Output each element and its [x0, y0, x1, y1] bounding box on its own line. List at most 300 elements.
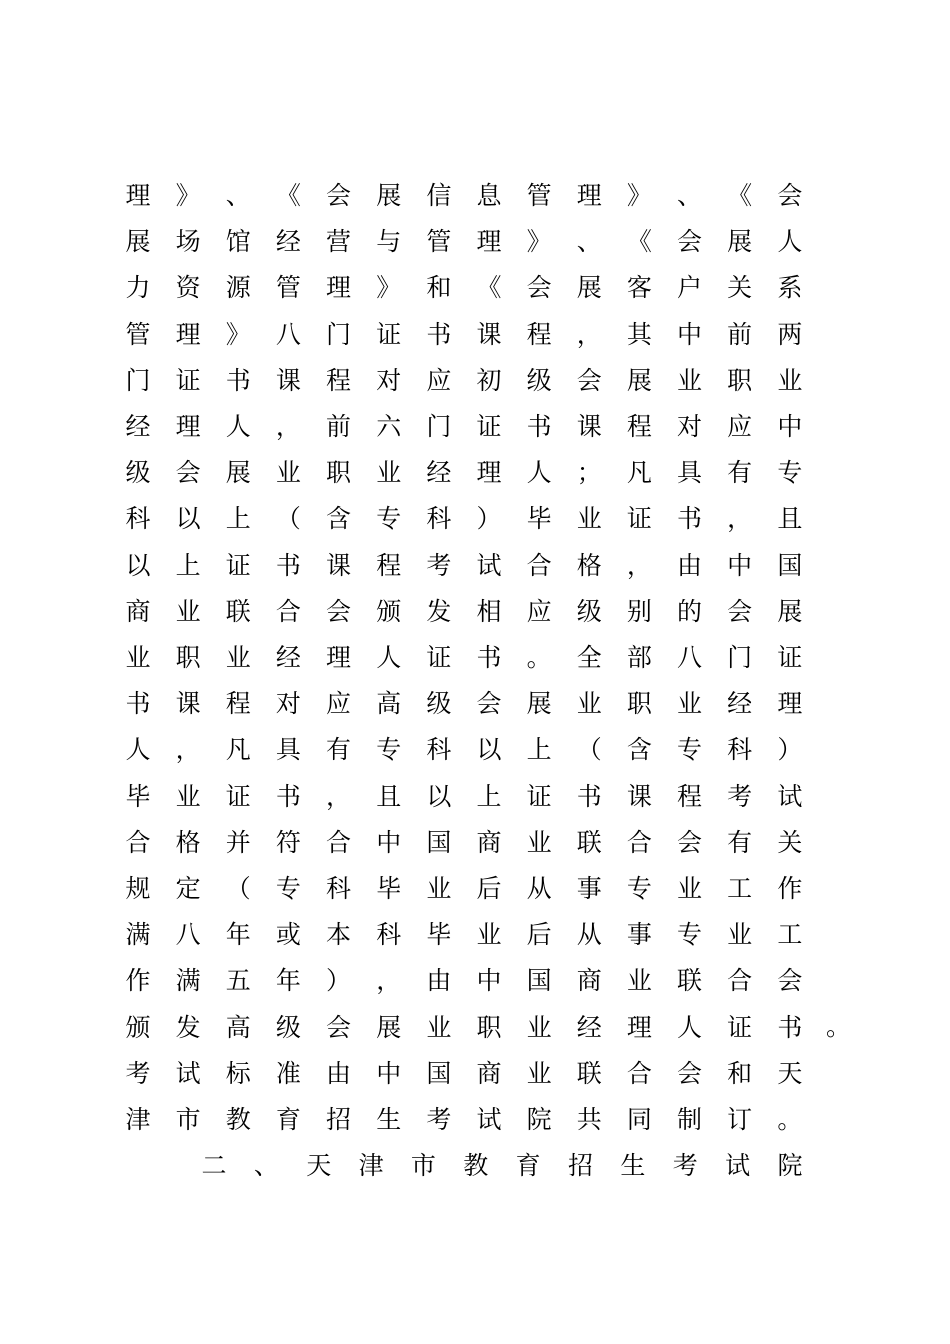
text-char: 本	[326, 920, 352, 950]
text-char: 前	[727, 319, 753, 349]
text-char: 会	[677, 827, 703, 857]
text-char: 合	[125, 827, 151, 857]
text-char: 。	[526, 643, 552, 672]
text-char: 业	[626, 966, 652, 996]
text-char: 工	[777, 920, 803, 950]
text-char: 展	[626, 365, 652, 395]
text-char: 年	[275, 966, 301, 996]
text-char: 门	[125, 365, 151, 395]
text-char: 两	[777, 319, 803, 349]
text-char: 上	[526, 735, 552, 765]
text-char: ，	[326, 781, 352, 811]
text-line	[124, 453, 804, 493]
text-char: 商	[476, 1058, 502, 1088]
text-char: 试	[476, 550, 502, 580]
text-char: 、	[576, 227, 602, 257]
text-char: 经	[125, 412, 151, 441]
text-char: 有	[727, 458, 753, 488]
text-char: 科	[727, 735, 753, 765]
text-char: 毕	[125, 781, 151, 811]
text-char: 职	[727, 365, 753, 395]
text-char: 合	[275, 596, 301, 626]
text-char: 凡	[225, 735, 251, 765]
text-char: 理	[576, 181, 602, 210]
text-char: 业	[677, 689, 703, 719]
text-line	[124, 407, 804, 447]
text-char: 业	[175, 596, 201, 626]
text-char: 后	[526, 920, 552, 950]
text-char: 联	[677, 966, 703, 996]
heading-char: 二	[201, 1151, 227, 1180]
text-line	[124, 869, 804, 909]
text-char: 上	[175, 550, 201, 580]
text-char: 源	[225, 273, 251, 303]
text-char: 程	[326, 365, 352, 395]
text-char: 》	[225, 319, 251, 349]
text-char: 展	[125, 227, 151, 257]
text-char: 证	[727, 1012, 753, 1042]
text-char: 与	[376, 227, 402, 257]
text-char: ）	[777, 735, 803, 765]
text-char: 应	[727, 412, 753, 441]
text-char: 试	[777, 781, 803, 811]
text-char: 以	[426, 781, 452, 811]
text-char: 考	[426, 550, 452, 580]
text-char: 证	[777, 643, 803, 672]
text-char: 工	[727, 874, 753, 903]
text-char: 作	[777, 874, 803, 903]
text-char: 五	[225, 966, 251, 996]
text-char: 课	[275, 365, 301, 395]
text-char: 经	[576, 1012, 602, 1042]
text-char: 凡	[626, 458, 652, 488]
text-char: 具	[677, 458, 703, 488]
text-char: 联	[576, 1058, 602, 1088]
text-char: 书	[777, 1012, 803, 1042]
text-char: 展	[225, 458, 251, 488]
text-char: 会	[476, 689, 502, 719]
text-char: 人	[125, 735, 151, 765]
text-line	[124, 499, 804, 539]
text-char: 科	[426, 504, 452, 534]
text-char: 证	[376, 319, 402, 349]
text-char: 证	[626, 504, 652, 534]
text-char: 业	[526, 1058, 552, 1088]
text-char: 后	[476, 874, 502, 903]
text-char: 理	[777, 689, 803, 719]
text-char: 部	[626, 643, 652, 672]
text-char: 力	[125, 273, 151, 303]
text-char: 毕	[426, 920, 452, 950]
text-char: 考	[125, 1058, 151, 1088]
text-char: 馆	[225, 227, 251, 257]
text-line	[124, 546, 804, 586]
text-char: 会	[677, 1058, 703, 1088]
text-char: 考	[426, 1105, 452, 1134]
text-char: 颁	[125, 1012, 151, 1042]
text-line	[124, 915, 804, 955]
text-char: 理	[326, 273, 352, 303]
text-char: 经	[275, 643, 301, 672]
text-char: 程	[526, 319, 552, 349]
text-char: 院	[526, 1105, 552, 1134]
text-char: 资	[175, 273, 201, 303]
text-char: 理	[125, 181, 151, 210]
text-char: 国	[526, 966, 552, 996]
text-char: 六	[376, 412, 402, 441]
text-char: 合	[727, 966, 753, 996]
text-char: 合	[526, 550, 552, 580]
text-char: 书	[476, 643, 502, 672]
text-char: 高	[376, 689, 402, 719]
text-char: 年	[225, 920, 251, 950]
text-char: 且	[376, 781, 402, 811]
text-char: 》	[526, 227, 552, 257]
text-char: 职	[476, 1012, 502, 1042]
text-char: 业	[526, 827, 552, 857]
text-char: 会	[777, 181, 803, 210]
text-char: 事	[626, 920, 652, 950]
text-char: 应	[526, 596, 552, 626]
text-char: ，	[376, 966, 402, 996]
text-line	[124, 222, 804, 262]
section-heading	[200, 1146, 804, 1186]
text-char: 证	[526, 781, 552, 811]
text-char: 会	[326, 596, 352, 626]
text-char: ）	[326, 966, 352, 996]
text-char: 人	[777, 227, 803, 257]
text-char: 专	[275, 874, 301, 903]
text-char: 以	[175, 504, 201, 534]
text-char: 八	[275, 319, 301, 349]
text-char: 书	[125, 689, 151, 719]
text-char: 颁	[376, 596, 402, 626]
text-line	[124, 684, 804, 724]
text-char: 理	[175, 319, 201, 349]
text-char: 国	[426, 827, 452, 857]
text-char: 应	[426, 365, 452, 395]
text-char: 级	[275, 1012, 301, 1042]
text-char: 市	[175, 1105, 201, 1134]
text-char: 会	[326, 1012, 352, 1042]
text-char: 业	[727, 920, 753, 950]
text-char: 书	[275, 781, 301, 811]
text-char: 理	[476, 458, 502, 488]
text-line	[124, 823, 804, 863]
text-char: 对	[677, 412, 703, 441]
text-char: 作	[125, 966, 151, 996]
text-char: ，	[275, 412, 301, 441]
text-char: 证	[476, 412, 502, 441]
text-char: 格	[175, 827, 201, 857]
text-char: 管	[426, 227, 452, 257]
text-char: 中	[376, 1058, 402, 1088]
text-char: 毕	[376, 874, 402, 903]
text-char: 考	[727, 781, 753, 811]
text-char: 上	[476, 781, 502, 811]
heading-char: 津	[358, 1151, 384, 1180]
text-char: 书	[526, 412, 552, 441]
text-char: 门	[426, 412, 452, 441]
text-char: 中	[677, 319, 703, 349]
text-char: 生	[376, 1105, 402, 1134]
text-char: 会	[576, 365, 602, 395]
text-char: 中	[777, 412, 803, 441]
text-char: 高	[225, 1012, 251, 1042]
text-char: 别	[626, 596, 652, 626]
text-char: 商	[125, 596, 151, 626]
text-char: 同	[626, 1105, 652, 1134]
text-char: 准	[275, 1058, 301, 1088]
text-char: 并	[225, 827, 251, 857]
text-char: （	[225, 874, 251, 903]
text-char: 理	[175, 412, 201, 441]
text-char: 合	[626, 827, 652, 857]
text-char: 系	[777, 273, 803, 303]
text-char: 专	[677, 920, 703, 950]
text-char: 毕	[526, 504, 552, 534]
text-char: 会	[777, 966, 803, 996]
text-char: 职	[626, 689, 652, 719]
text-char: ，	[576, 319, 602, 349]
heading-char: 招	[568, 1151, 594, 1180]
text-char: 试	[175, 1058, 201, 1088]
text-char: 会	[677, 227, 703, 257]
text-line	[124, 730, 804, 770]
text-char: 展	[576, 273, 602, 303]
text-char: 客	[626, 273, 652, 303]
text-char: ；	[576, 458, 602, 488]
text-char: 以	[125, 550, 151, 580]
text-line	[124, 361, 804, 401]
text-char: 全	[576, 643, 602, 672]
text-char: 满	[175, 966, 201, 996]
text-char: 订	[727, 1105, 753, 1134]
text-char: 书	[576, 781, 602, 811]
text-char: 《	[275, 181, 301, 210]
text-char: 》	[175, 181, 201, 210]
text-char: 业	[777, 365, 803, 395]
text-char: 户	[677, 273, 703, 303]
text-char: 门	[326, 319, 352, 349]
text-line	[124, 638, 804, 678]
text-char: 关	[727, 273, 753, 303]
text-char: 由	[326, 1058, 352, 1088]
text-char: 由	[426, 966, 452, 996]
heading-char: 院	[777, 1151, 803, 1180]
text-char: 合	[326, 827, 352, 857]
text-char: 门	[727, 643, 753, 672]
text-char: 专	[376, 504, 402, 534]
text-char: 或	[275, 920, 301, 950]
text-line	[124, 1008, 804, 1048]
text-line	[124, 315, 804, 355]
text-char: 展	[777, 596, 803, 626]
heading-char: 市	[410, 1151, 436, 1180]
text-char: 业	[677, 365, 703, 395]
text-char: 含	[326, 504, 352, 534]
text-char: 八	[175, 920, 201, 950]
text-char: 展	[376, 1012, 402, 1042]
text-char: 职	[175, 643, 201, 672]
text-char: 人	[677, 1012, 703, 1042]
text-char: 从	[576, 920, 602, 950]
text-char: 业	[426, 874, 452, 903]
text-char: 发	[426, 596, 452, 626]
text-char: 人	[376, 643, 402, 672]
text-char: 展	[526, 689, 552, 719]
text-char: 经	[275, 227, 301, 257]
text-char: 业	[526, 1012, 552, 1042]
text-char: 场	[175, 227, 201, 257]
heading-char: 育	[515, 1151, 541, 1180]
text-char: 书	[225, 365, 251, 395]
text-char: 满	[125, 920, 151, 950]
text-char: 和	[727, 1058, 753, 1088]
text-char: 相	[476, 596, 502, 626]
text-char: 专	[777, 458, 803, 488]
text-line	[124, 777, 804, 817]
text-char: 职	[326, 458, 352, 488]
text-char: 经	[426, 458, 452, 488]
text-char: 定	[175, 874, 201, 903]
text-char: 专	[626, 874, 652, 903]
heading-char: 试	[725, 1151, 751, 1180]
text-char: 会	[727, 596, 753, 626]
text-char: 业	[125, 643, 151, 672]
text-char: 合	[626, 1058, 652, 1088]
text-char: 《	[476, 273, 502, 303]
text-char: 课	[626, 781, 652, 811]
text-char: 由	[677, 550, 703, 580]
text-char: ，	[175, 735, 201, 765]
text-char: 对	[376, 365, 402, 395]
text-char: 招	[326, 1105, 352, 1134]
text-char: 发	[175, 1012, 201, 1042]
text-line	[124, 592, 804, 632]
text-char: 应	[326, 689, 352, 719]
text-char: 管	[125, 319, 151, 349]
text-char: 国	[426, 1058, 452, 1088]
text-line	[124, 176, 804, 216]
text-char: （	[576, 735, 602, 765]
text-char: 和	[426, 273, 452, 303]
text-char: 会	[175, 458, 201, 488]
text-char: 理	[626, 1012, 652, 1042]
text-char: 专	[376, 735, 402, 765]
text-char: 程	[626, 412, 652, 441]
text-char: 事	[576, 874, 602, 903]
text-char: 程	[376, 550, 402, 580]
text-char: 业	[576, 504, 602, 534]
text-char: 人	[526, 458, 552, 488]
text-char: 专	[677, 735, 703, 765]
text-line	[124, 268, 804, 308]
text-char: 书	[275, 550, 301, 580]
text-char: 的	[677, 596, 703, 626]
text-char: 。	[777, 1105, 803, 1134]
text-char: 业	[275, 458, 301, 488]
text-char: 展	[376, 181, 402, 210]
text-char: 业	[677, 874, 703, 903]
text-char: 联	[225, 596, 251, 626]
text-char: 天	[777, 1058, 803, 1088]
text-line	[124, 1054, 804, 1094]
text-char: ，	[626, 550, 652, 580]
text-char: 津	[125, 1105, 151, 1134]
text-char: ）	[476, 504, 502, 534]
text-char: 》	[626, 181, 652, 210]
text-char: 含	[626, 735, 652, 765]
text-char: 会	[526, 273, 552, 303]
text-char: 业	[426, 1012, 452, 1042]
text-char: 科	[426, 735, 452, 765]
text-line	[124, 961, 804, 1001]
text-char: 程	[677, 781, 703, 811]
text-char: 息	[476, 181, 502, 210]
text-char: ，	[727, 504, 753, 534]
text-char: 商	[576, 966, 602, 996]
text-char: 课	[476, 319, 502, 349]
text-char: 有	[727, 827, 753, 857]
text-char: 商	[476, 827, 502, 857]
text-char: 业	[225, 643, 251, 672]
text-char: 营	[326, 227, 352, 257]
heading-char: 天	[306, 1151, 332, 1180]
text-char: 证	[175, 365, 201, 395]
text-char: 课	[576, 412, 602, 441]
heading-char: 生	[620, 1151, 646, 1180]
text-char: 课	[175, 689, 201, 719]
text-char: 上	[225, 504, 251, 534]
text-char: 前	[326, 412, 352, 441]
text-char: 管	[526, 181, 552, 210]
text-char: 课	[326, 550, 352, 580]
text-char: 、	[677, 181, 703, 210]
text-char: 中	[727, 550, 753, 580]
text-char: 中	[376, 827, 402, 857]
text-char: 试	[476, 1105, 502, 1134]
overflow-period: 。	[826, 1012, 852, 1041]
text-char: 共	[576, 1105, 602, 1134]
text-char: 业	[576, 689, 602, 719]
text-char: 育	[275, 1105, 301, 1134]
text-char: 符	[275, 827, 301, 857]
text-char: 级	[576, 596, 602, 626]
text-char: 业	[476, 920, 502, 950]
text-char: 级	[526, 365, 552, 395]
heading-char: 教	[463, 1151, 489, 1180]
text-char: 书	[426, 319, 452, 349]
text-char: 、	[225, 181, 251, 210]
text-char: 对	[275, 689, 301, 719]
text-char: 八	[677, 643, 703, 672]
text-char: 展	[727, 227, 753, 257]
text-char: 《	[727, 181, 753, 210]
text-char: 其	[626, 319, 652, 349]
text-char: 科	[376, 920, 402, 950]
text-char: 证	[426, 643, 452, 672]
text-char: 《	[626, 227, 652, 257]
text-char: 程	[225, 689, 251, 719]
text-char: 经	[727, 689, 753, 719]
text-char: 制	[677, 1105, 703, 1134]
text-char: 科	[125, 504, 151, 534]
text-char: 联	[576, 827, 602, 857]
heading-char: 、	[253, 1151, 279, 1180]
text-char: 以	[476, 735, 502, 765]
text-char: 会	[326, 181, 352, 210]
